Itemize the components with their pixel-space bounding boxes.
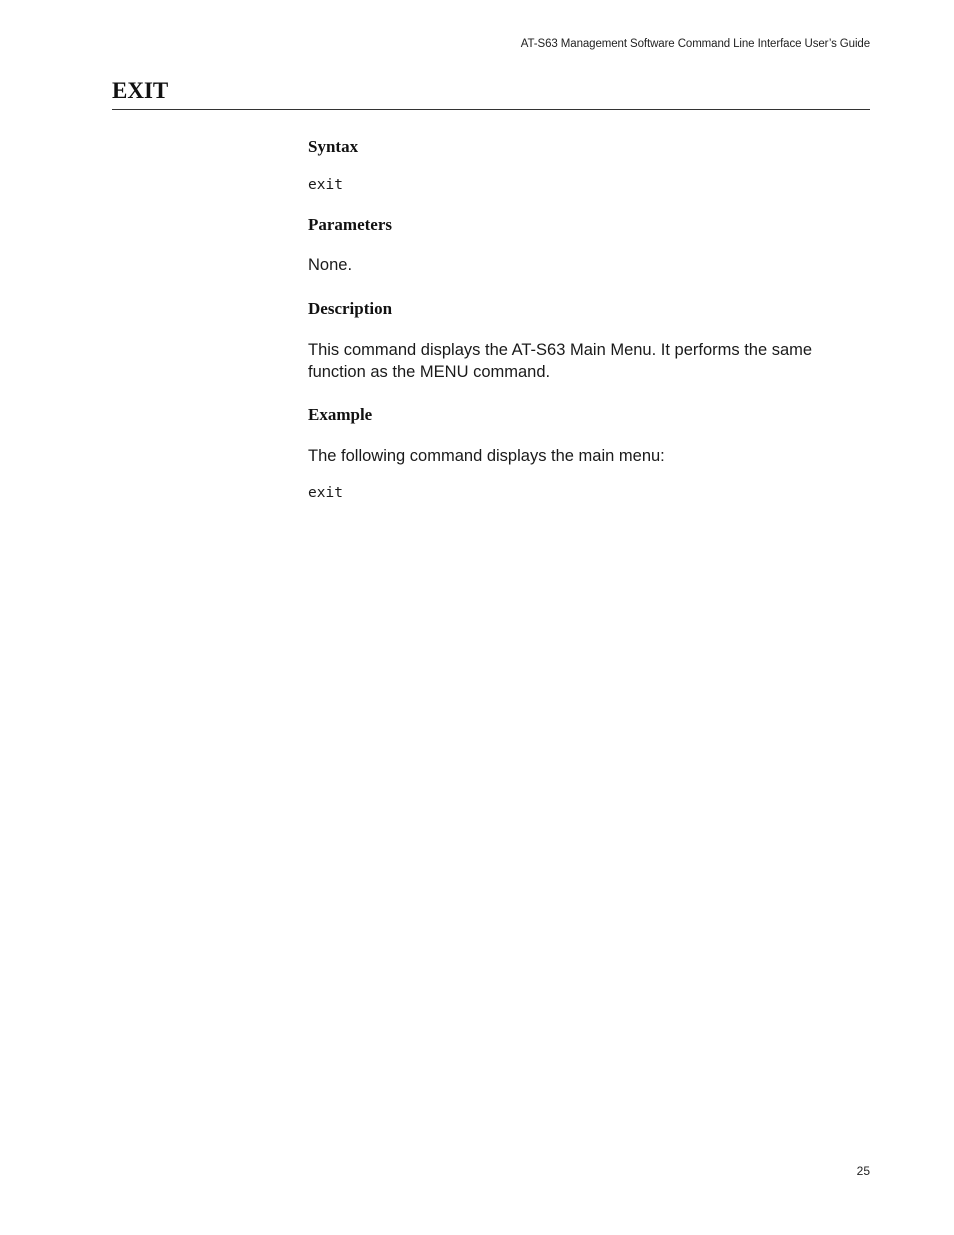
parameters-heading: Parameters bbox=[308, 215, 393, 234]
page-number: 25 bbox=[856, 1164, 870, 1178]
example-code: exit bbox=[308, 485, 343, 501]
page-title: EXIT bbox=[112, 78, 169, 103]
example-heading: Example bbox=[308, 405, 373, 424]
syntax-code: exit bbox=[308, 177, 343, 193]
description-text: This command displays the AT-S63 Main Menu. It performs the same function as the MENU command. bbox=[308, 341, 813, 381]
parameters-text: None. bbox=[308, 256, 353, 274]
title-divider bbox=[112, 109, 870, 110]
syntax-heading: Syntax bbox=[308, 137, 359, 156]
example-text: The following command displays the main menu: bbox=[308, 447, 665, 465]
description-heading: Description bbox=[308, 299, 393, 318]
running-header: AT-S63 Management Software Command Line Interface User’s Guide bbox=[520, 38, 870, 50]
